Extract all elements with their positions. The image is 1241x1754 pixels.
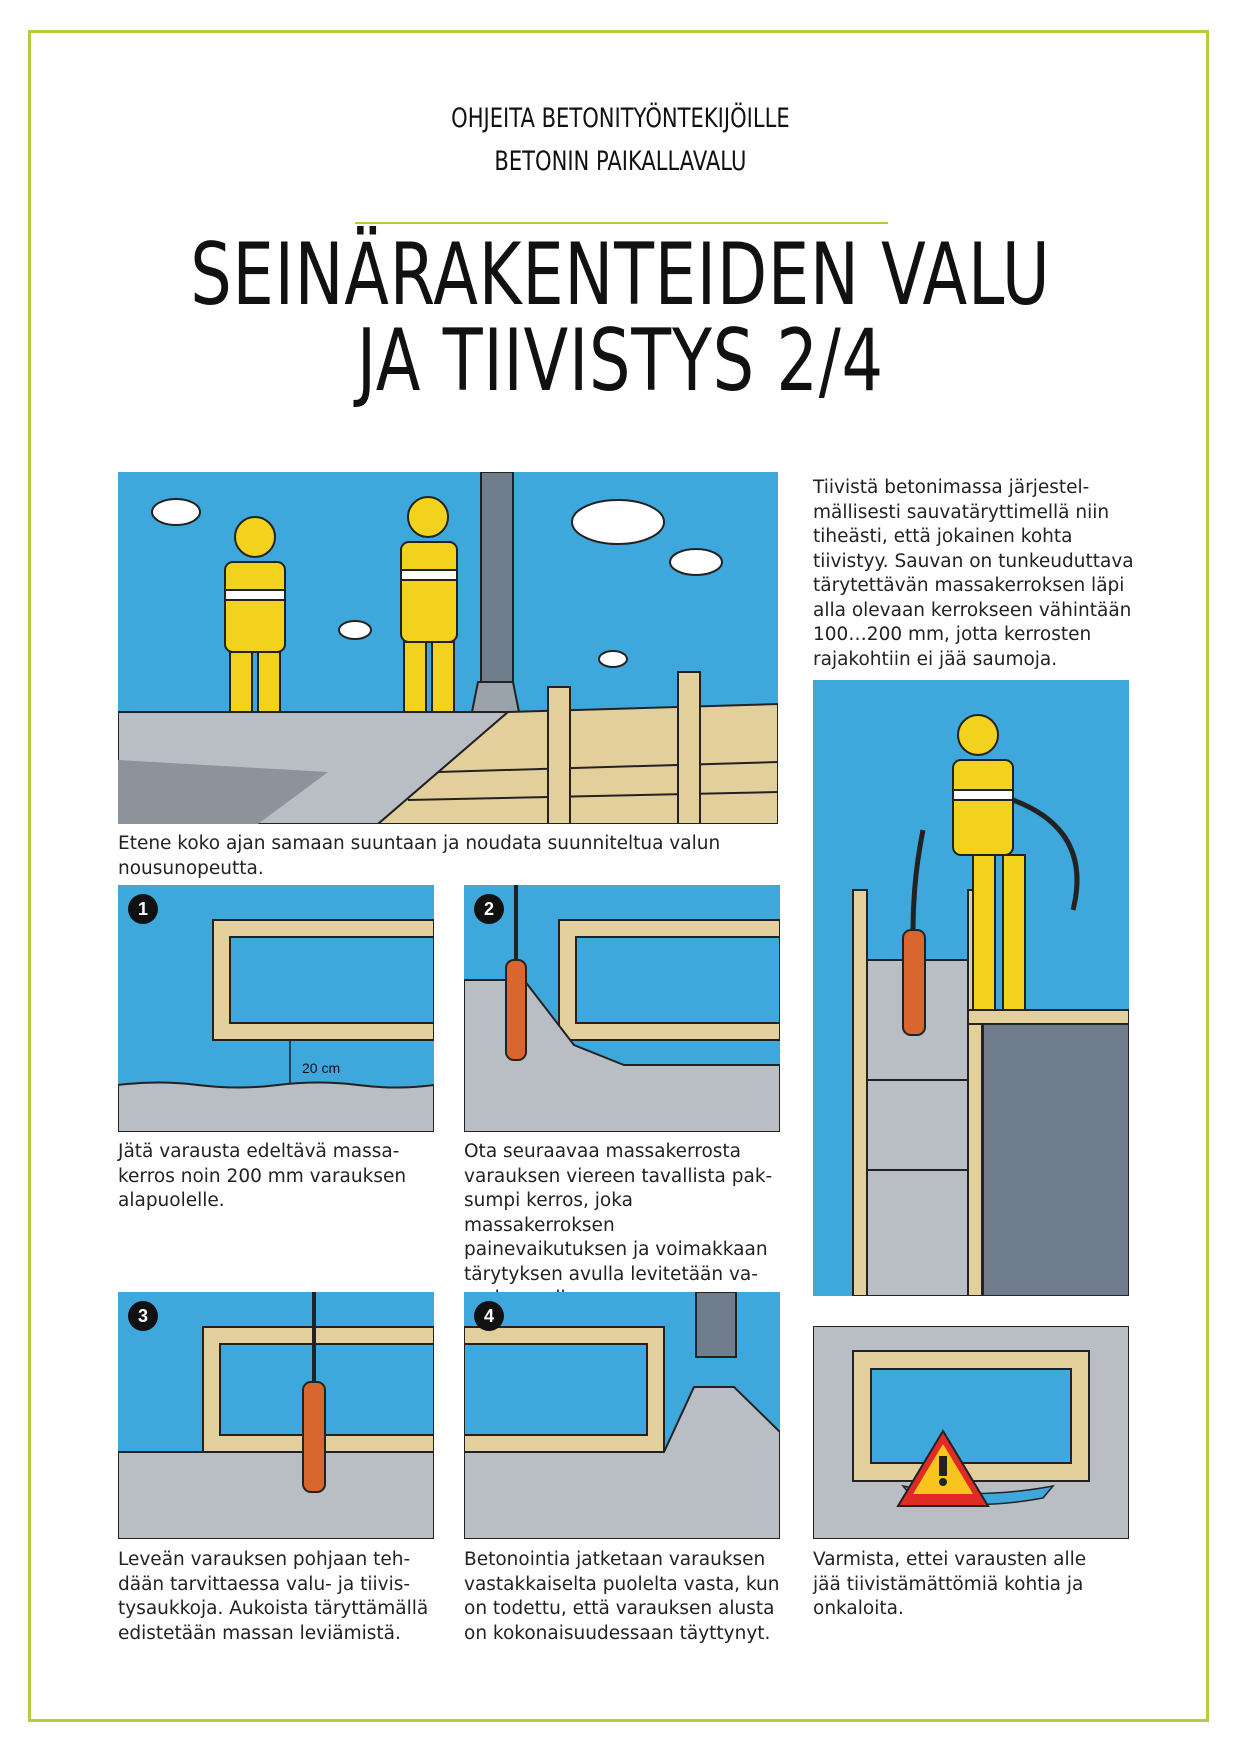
step-4-illustration <box>464 1292 780 1539</box>
intro-text: Tiivistä betonimassa järjestel- mällisesti sauvatäryttimellä niin tiheästi, että jokainen kohta tiivistyy. Sauvan on tunkeuduttava tärytettävän massakerroksen läpi alla olevaan kerrokseen vähintään 100…200 mm, jotta kerrosten rajakohtiin ei jää saumoja. <box>813 477 1134 670</box>
kicker-line-1: OHJEITA BETONITYÖNTEKIJÖILLE <box>451 103 790 134</box>
step-1-badge: 1 <box>128 894 158 924</box>
page-title-line-1: SEINÄRAKENTEIDEN VALU <box>190 225 1051 325</box>
hero-illustration <box>118 472 778 824</box>
step-2-illustration <box>464 885 780 1132</box>
page-title-line-2: JA TIIVISTYS 2/4 <box>356 311 884 411</box>
header-divider <box>355 222 888 224</box>
step-4-caption: Betonointia jatketaan varauksen vastakkaiselta puolelta vasta, kun on todettu, että varauksen alusta on kokonaisuudessaan täyttynyt. <box>464 1549 780 1644</box>
step-4-badge: 4 <box>474 1301 504 1331</box>
step-1-dimension-label: 20 cm <box>302 1060 341 1076</box>
step-3-caption: Leveän varauksen pohjaan teh- dään tarvittaessa valu- ja tiivis- tysaukkoja. Aukoista täryttämällä edistetään massan leviämistä. <box>118 1549 429 1644</box>
step-1-illustration <box>118 885 434 1132</box>
step-1-caption: Jätä varausta edeltävä massa- kerros noin 200 mm varauksen alapuolelle. <box>118 1141 407 1211</box>
step-3-badge: 3 <box>128 1301 158 1331</box>
step-3-illustration <box>118 1292 434 1539</box>
hero-caption: Etene koko ajan samaan suuntaan ja noudata suunniteltua valun nousunopeutta. <box>118 833 721 879</box>
kicker-line-2: BETONIN PAIKALLAVALU <box>494 146 747 177</box>
warning-illustration <box>813 1326 1129 1539</box>
step-2-badge: 2 <box>474 894 504 924</box>
warning-caption: Varmista, ettei varausten alle jää tiivistämättömiä kohtia ja onkaloita. <box>813 1549 1087 1619</box>
step-2-caption: Ota seuraavaa massakerrosta varauksen viereen tavallista pak- sumpi kerros, joka massakerroksen painevaikutuksen ja voimakkaan tärytyksen avulla levitetään va- <box>464 1141 773 1285</box>
worker-vibrating-wall-illustration <box>813 680 1129 1296</box>
